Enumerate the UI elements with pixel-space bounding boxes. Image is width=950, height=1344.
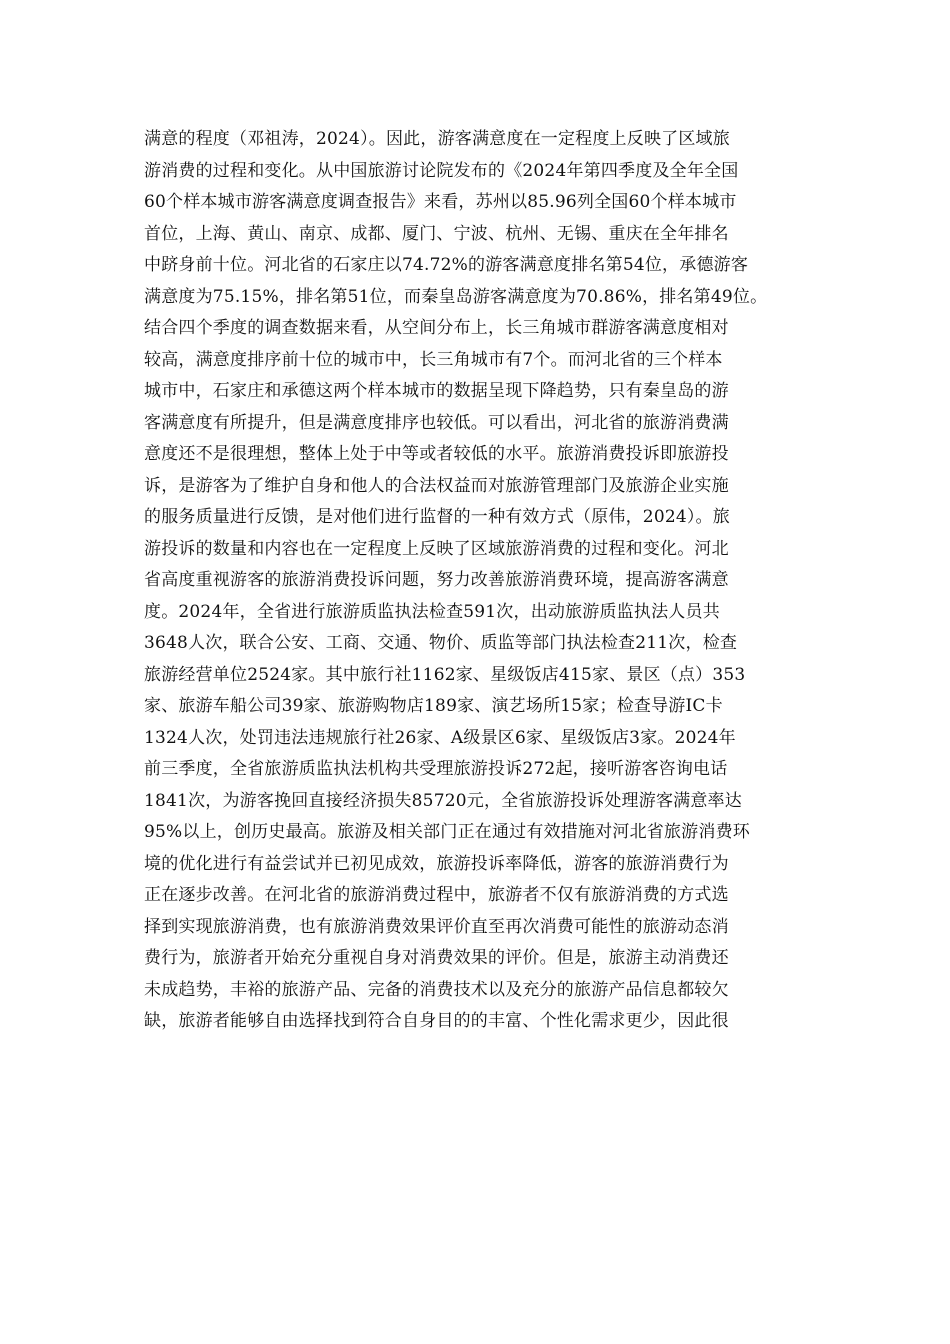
- text-line: 结合四个季度的调查数据来看，从空间分布上，长三角城市群游客满意度相对: [144, 318, 729, 338]
- text-line: 诉，是游客为了维护自身和他人的合法权益而对旅游管理部门及旅游企业实施: [144, 475, 729, 496]
- text-line: 省高度重视游客的旅游消费投诉问题，努力改善旅游消费环境，提高游客满意: [144, 570, 729, 590]
- text-line: 择到实现旅游消费，也有旅游消费效果评价直至再次消费可能性的旅游动态消: [144, 916, 729, 937]
- text-line: 城市中，石家庄和承德这两个样本城市的数据呈现下降趋势，只有秦皇岛的游: [144, 381, 729, 401]
- text-line: 缺，旅游者能够自由选择找到符合自身目的的丰富、个性化需求更少，因此很: [144, 1011, 729, 1031]
- text-line: 前三季度，全省旅游质监执法机构共受理旅游投诉272起，接听游客咨询电话: [144, 759, 728, 779]
- text-line: 意度还不是很理想，整体上处于中等或者较低的水平。旅游消费投诉即旅游投: [144, 444, 729, 464]
- text-line: 游投诉的数量和内容也在一定程度上反映了区域旅游消费的过程和变化。河北: [144, 538, 729, 559]
- text-line: 费行为，旅游者开始充分重视自身对消费效果的评价。但是，旅游主动消费还: [144, 948, 729, 968]
- text-line: 满意度为75.15%，排名第51位，而秦皇岛游客满意度为70.86%，排名第49位。: [144, 286, 768, 307]
- text-line: 未成趋势，丰裕的旅游产品、完备的消费技术以及充分的旅游产品信息都较欠: [144, 979, 729, 1000]
- text-line: 1324人次，处罚违法违规旅行社26家、A级景区6家、星级饭店3家。2024年: [144, 727, 736, 748]
- text-line: 满意的程度（邓祖涛，2024）。因此，游客满意度在一定程度上反映了区域旅: [144, 129, 730, 149]
- text-line: 客满意度有所提升，但是满意度排序也较低。可以看出，河北省的旅游消费满: [144, 412, 729, 433]
- text-line: 中跻身前十位。河北省的石家庄以74.72%的游客满意度排名第54位，承德游客: [144, 255, 749, 275]
- text-line: 3648人次，联合公安、工商、交通、物价、质监等部门执法检查211次，检查: [144, 633, 738, 653]
- text-line: 度。2024年，全省进行旅游质监执法检查591次，出动旅游质监执法人员共: [144, 601, 720, 622]
- text-line: 较高，满意度排序前十位的城市中，长三角城市有7个。而河北省的三个样本: [144, 349, 723, 370]
- text-line: 95%以上，创历史最高。旅游及相关部门正在通过有效措施对河北省旅游消费环: [144, 822, 750, 842]
- text-line: 60个样本城市游客满意度调查报告》来看，苏州以85.96列全国60个样本城市: [144, 192, 737, 212]
- text-line: 正在逐步改善。在河北省的旅游消费过程中，旅游者不仅有旅游消费的方式选: [144, 885, 729, 905]
- text-line: 首位，上海、黄山、南京、成都、厦门、宁波、杭州、无锡、重庆在全年排名: [144, 223, 729, 244]
- text-line: 旅游经营单位2524家。其中旅行社1162家、星级饭店415家、景区（点）353: [144, 664, 746, 685]
- body-paragraph: [144, 124, 814, 1038]
- text-line: 的服务质量进行反馈，是对他们进行监督的一种有效方式（原伟，2024）。旅: [144, 507, 730, 527]
- text-line: 境的优化进行有益尝试并已初见成效，旅游投诉率降低，游客的旅游消费行为: [144, 853, 729, 874]
- text-line: 1841次，为游客挽回直接经济损失85720元，全省旅游投诉处理游客满意率达: [144, 790, 742, 811]
- text-line: 游消费的过程和变化。从中国旅游讨论院发布的《2024年第四季度及全年全国: [144, 160, 739, 181]
- text-line: 家、旅游车船公司39家、旅游购物店189家、演艺场所15家；检查导游IC卡: [144, 696, 723, 716]
